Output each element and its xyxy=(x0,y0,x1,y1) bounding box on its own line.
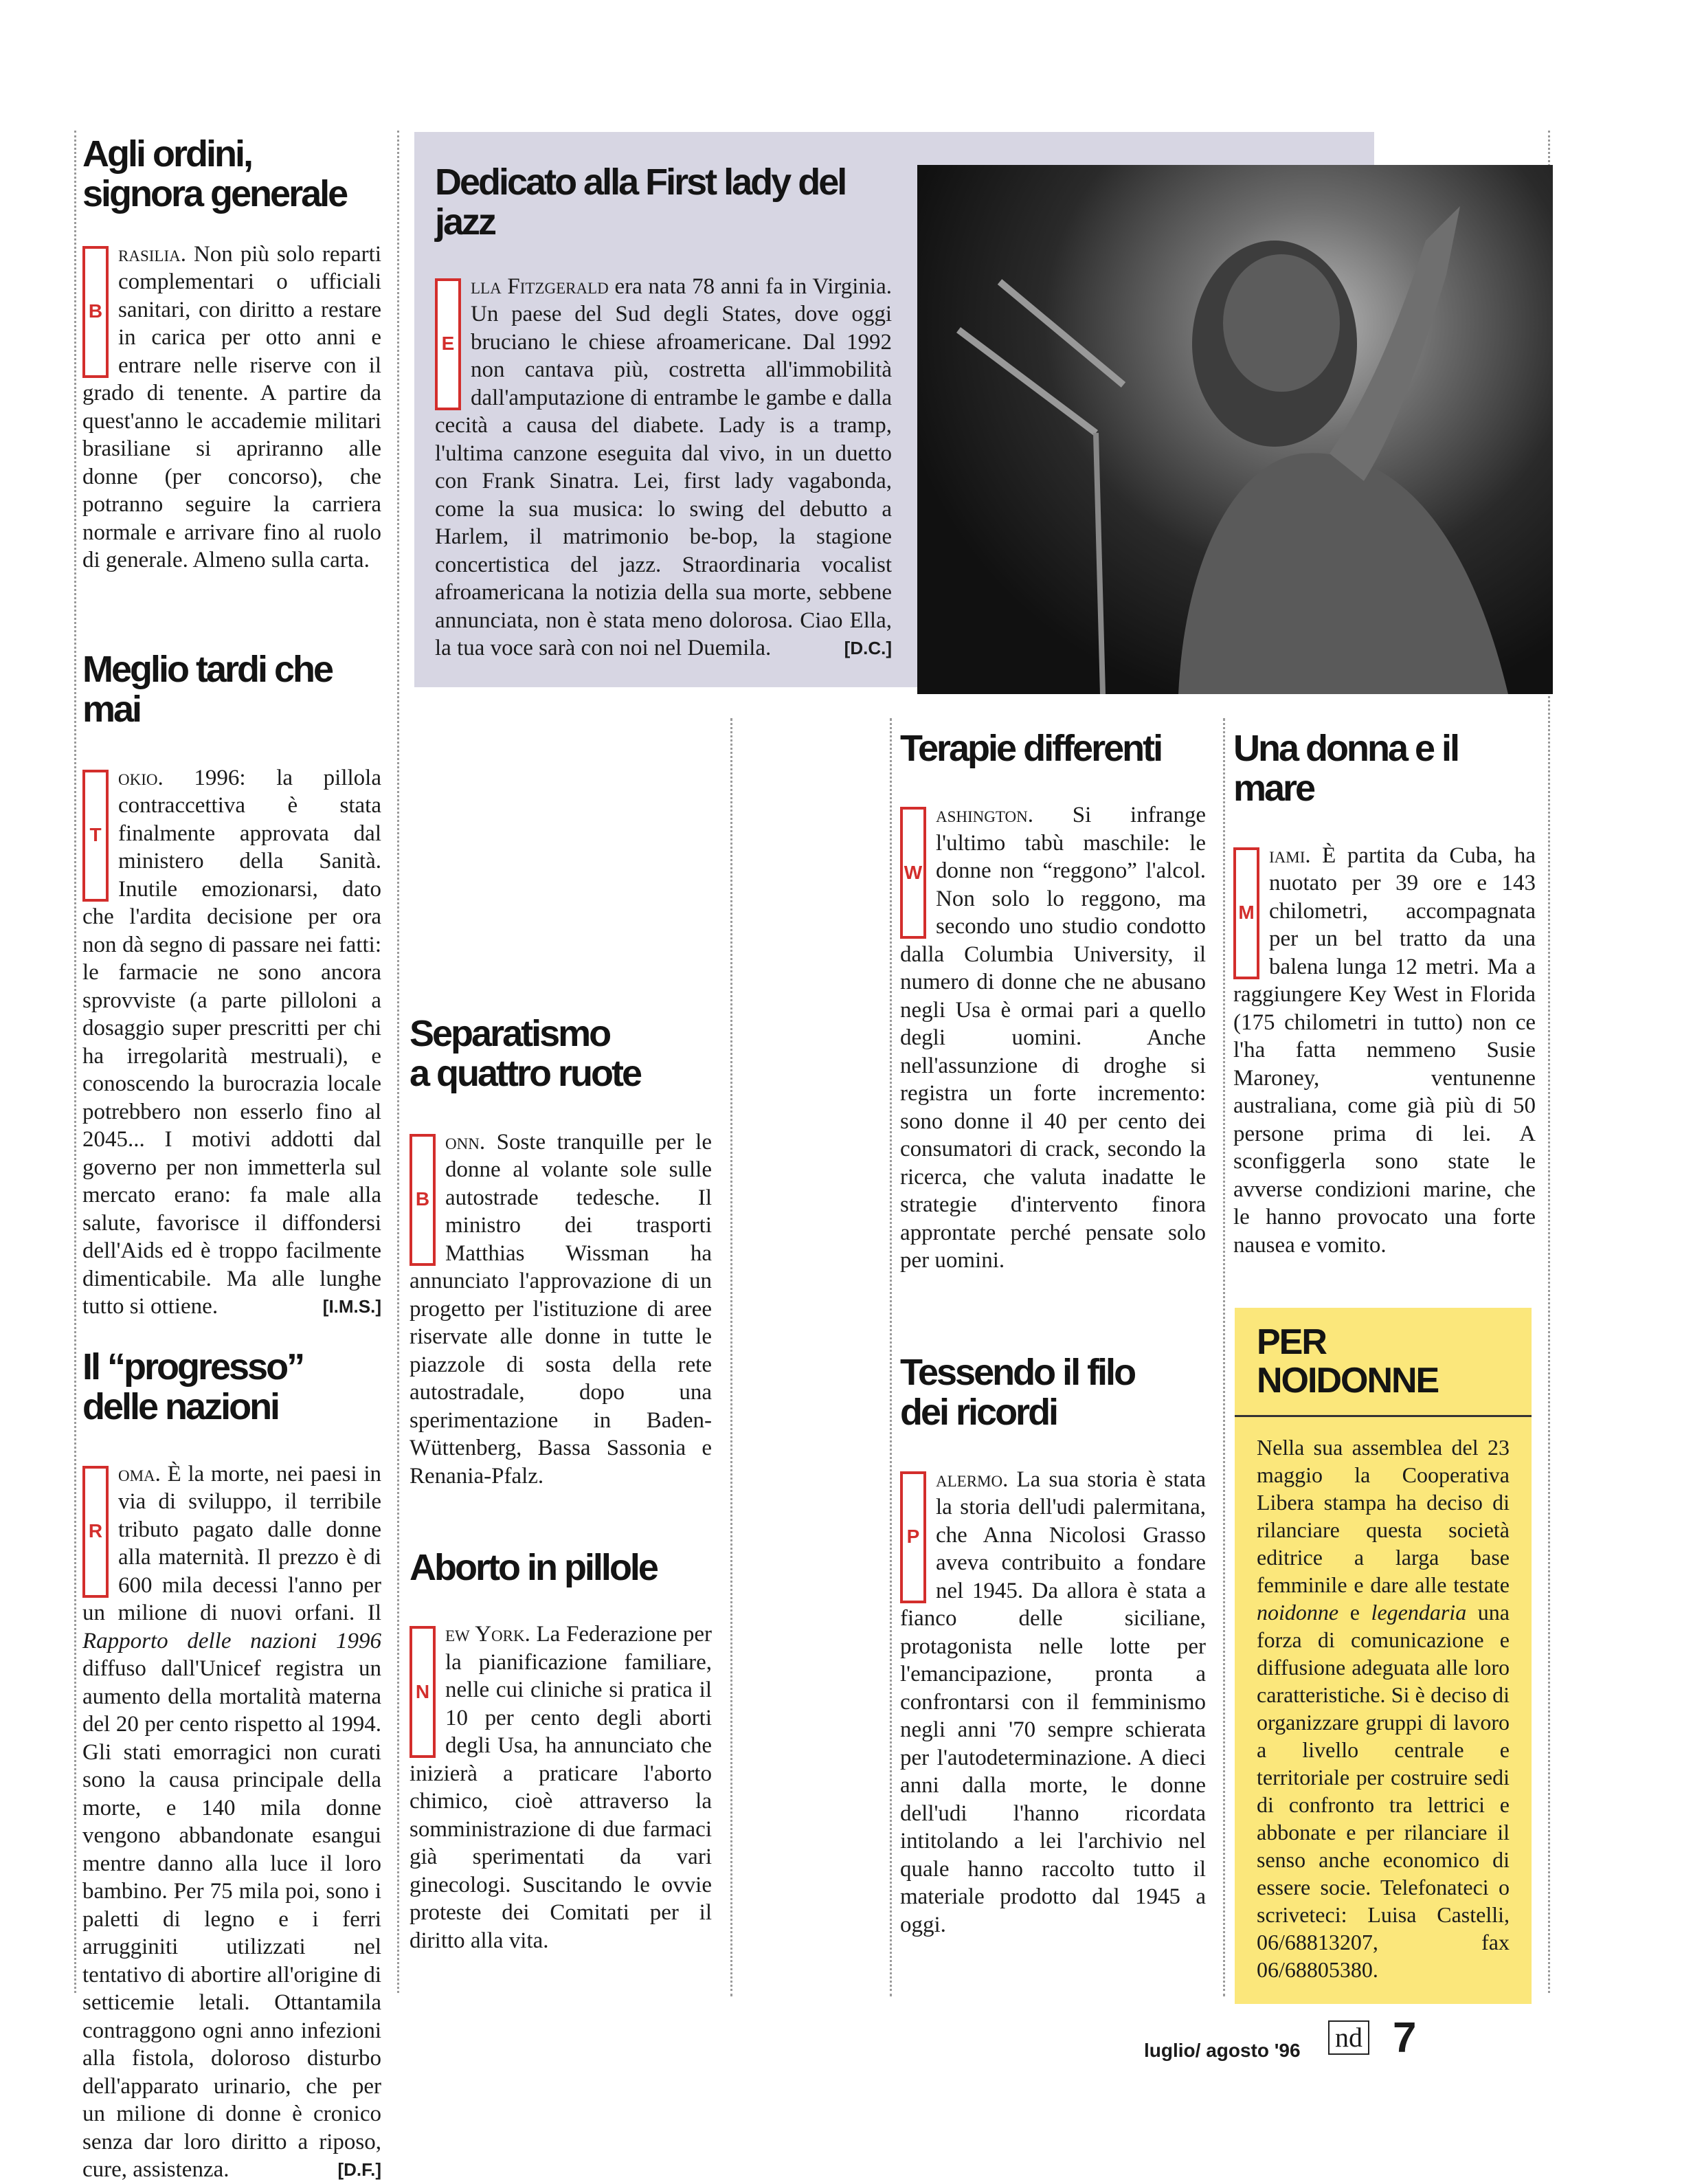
drop-cap: P xyxy=(900,1471,926,1603)
article-title: Meglio tardi che mai xyxy=(82,649,333,731)
article-donna-mare xyxy=(1233,728,1536,1259)
drop-cap: B xyxy=(410,1134,436,1266)
article-body: M iami. È partita da Cuba, ha nuotato per 39 ore e 143 chilometri, accompagnata per un bel tratto da una balena lunga 12 metri. Ma a raggiungere Key West in Florida (175 chilometri in tutto) non ce l'ha fatta nemmeno Susie Maroney, ventunenne australiana, come già più di 50 persone prima di lei. A sconfiggerla sono state le avverse condizioni marine, che le hanno provocato una forte nausea e vomito. xyxy=(1233,843,1536,1258)
article-title: Agli ordini, signora generale xyxy=(82,133,347,215)
article-title: Terapie differenti xyxy=(900,728,1162,769)
drop-cap: T xyxy=(82,770,109,902)
article-title: Separatismo a quattro ruote xyxy=(410,1013,641,1095)
box-text: Nella sua assemblea del 23 maggio la Cooperativa Libera stampa ha deciso di rilanciare questa società editrice a larga base femminile e dare alle testate noidonne e legendaria una forza di comunicazione e diffusione adeguata alle loro caratteristiche. Si è deciso di organizzare gruppi di lavoro a livello centrale e territoriale per costruire sedi di confronto tra lettrici e abbonate e per rilanciare il senso anche economico di essere socie. Telefonateci o scriveteci: Luisa Castelli, 06/68813207, fax 06/68805380. xyxy=(1257,1435,1510,1983)
article-title: Tessendo il filo dei ricordi xyxy=(900,1352,1135,1434)
article-body: W ashington. Si infrange l'ultimo tabù maschile: le donne non “reggono” l'alcol. Non solo lo reggono, ma secondo uno studio condotto dalla Columbia University, il numero di donne che ne abusano negli Usa è ormai pari a quello degli uomini. Anche nell'assunzione di droghe si registra un forte incremento: sono donne il 40 per cento dei consumatori di crack, secondo la ricerca, che valuta inadatte le strategie d'intervento finora approntate perché pensate solo per uomini. xyxy=(900,803,1206,1273)
article-title: Aborto in pillole xyxy=(410,1547,657,1588)
column-divider xyxy=(397,131,399,1993)
drop-cap: W xyxy=(900,807,926,939)
drop-cap: R xyxy=(82,1466,109,1598)
article-agli-ordini xyxy=(82,134,381,575)
article-title: Una donna e il mare xyxy=(1233,728,1459,810)
column-divider xyxy=(890,718,892,1996)
footer-issue: luglio/ agosto '96 xyxy=(1144,2040,1301,2061)
page-number: 7 xyxy=(1393,2014,1417,2062)
article-body: B onn. Soste tranquille per le donne al volante sole sulle autostrade tedesche. Il ministro dei trasporti Matthias Wissman ha annunciato l'approvazione di un progetto per l'istituzione di aree riservate alle donne in tutte le piazzole di sosta della rete autostradale, dopo una sperimentazione in Baden-Wüttenberg, Bassa Sassonia e Renania-Pfalz. xyxy=(410,1129,712,1489)
article-body: R oma. È la morte, nei paesi in via di sviluppo, il terribile tributo pagato dalle donne alla maternità. Il prezzo è di 600 mila decessi l'anno per un milione di nuovi orfani. Il Rapporto delle nazioni 1996 diffuso dall'Unicef registra un aumento della mortalità materna del 20 per cento rispetto al 1994. Gli stati emorragici non curati sono la causa principale della morte, e 140 mila donne vengono abbandonate esangui mentre danno alla luce il loro bambino. Per 75 mila poi, sono i paletti di legno e i ferri arrugginiti utilizzati nel tentativo di abortire all'origine di setticemie letali. Ottantamila contraggono ogni anno infezioni alla fistola, doloroso disturbo dell'apparato urinario, che per un milione di donne è cronico senza dar loro diritto a riposo, cure, assistenza. [D.F.] xyxy=(82,1460,381,2184)
per-noidonne-box xyxy=(1235,1308,1532,2004)
singer-photo-illustration xyxy=(917,165,1553,694)
photo-ella-fitzgerald xyxy=(917,165,1553,694)
drop-cap: E xyxy=(435,278,461,410)
footer-logo: nd xyxy=(1328,2020,1369,2055)
article-body: T okio. 1996: la pillola contraccettiva è stata finalmente approvata dal ministero della Sanità. Inutile emozionarsi, dato che l'ardita decisione per ora non dà segno di passare nei fatti: le farmacie ne sono ancora sprovviste (a parte pilloloni a dosaggio super prescritti per chi ha irregolarità mestruali), e conoscendo la burocrazia locale potrebbero non esserlo fino al 2045... I motivi addotti dal governo per non immetterla sul mercato erano: fa male alla salute, favorisce il diffondersi dell'Aids ed è troppo facilmente dimenticabile. Ma alle lunghe tutto si ottiene. [I.M.S.] xyxy=(82,764,381,1321)
article-tessendo xyxy=(900,1352,1206,1939)
signature: [D.F.] xyxy=(337,2159,381,2181)
drop-cap: M xyxy=(1233,847,1259,979)
article-body: B rasilia. Non più solo reparti complementari o ufficiali sanitari, con diritto a restare in carica per otto anni e entrare nelle riserve con il grado di tenente. A partire da quest'anno le accademie militari brasiliane si apriranno alle donne (per concorso), che potranno seguire la carriera normale e arrivare fino al ruolo di generale. Almeno sulla carta. xyxy=(82,241,381,573)
column-divider xyxy=(730,718,732,1996)
box-title: PER NOIDONNE xyxy=(1257,1322,1439,1401)
drop-cap: B xyxy=(82,246,109,378)
article-progresso xyxy=(82,1347,381,2184)
signature: [I.M.S.] xyxy=(322,1296,381,1317)
column-divider xyxy=(74,131,76,1993)
article-separatismo xyxy=(410,1014,712,1490)
signature: [D.C.] xyxy=(844,638,892,659)
drop-cap: N xyxy=(410,1626,436,1758)
article-first-lady xyxy=(435,162,892,662)
article-aborto xyxy=(410,1548,712,1954)
article-title: Il “progresso” delle nazioni xyxy=(82,1346,304,1428)
article-body: N ew York. La Federazione per la pianificazione familiare, nelle cui cliniche si pratica il 10 per cento degli aborti degli Usa, ha annunciato che inizierà a praticare l'aborto chimico, cioè attraverso la somministrazione di due farmaci già sperimentati da vari ginecologi. Suscitando le ovvie proteste dei Comitati per il diritto alla vita. xyxy=(410,1622,712,1953)
article-body: P alermo. La sua storia è stata la storia dell'udi palermitana, che Anna Nicolosi Grasso aveva contribuito a fondare nel 1945. Da allora è stata a fianco delle siciliane, protagonista nelle lotte per l'emancipazione, pronta a confrontarsi con il femminismo negli anni '70 sempre schierata per l'autodeterminazione. A dieci anni dalla morte, le donne dell'udi l'hanno ricordata intitolando a lei l'archivio nel quale hanno raccolto tutto il materiale prodotto dal 1945 a oggi. xyxy=(900,1467,1206,1937)
column-divider xyxy=(1223,718,1225,1996)
article-body: E lla Fitzgerald era nata 78 anni fa in Virginia. Un paese del Sud degli States, dove oggi bruciano le chiese afroamericane. Dal 1992 non cantava più, costretta all'immobilità dall'amputazione di entrambe le gambe e dalla cecità a causa del diabete. Lady is a tramp, l'ultima canzone eseguita dal vivo, in un duetto con Frank Sinatra. Lei, first lady vagabonda, come la sua musica: lo swing del debutto a Harlem, il matrimonio be-bop, la stagione concertistica del jazz. Straordinaria vocalist afroamericana la notizia della sua morte, sebbene annunciata, non è stata meno dolorosa. Ciao Ella, la tua voce sarà con noi nel Duemila. [D.C.] xyxy=(435,273,892,662)
article-title: Dedicato alla First lady del jazz xyxy=(435,161,846,243)
article-meglio-tardi xyxy=(82,649,381,1321)
article-terapie xyxy=(900,728,1206,1275)
